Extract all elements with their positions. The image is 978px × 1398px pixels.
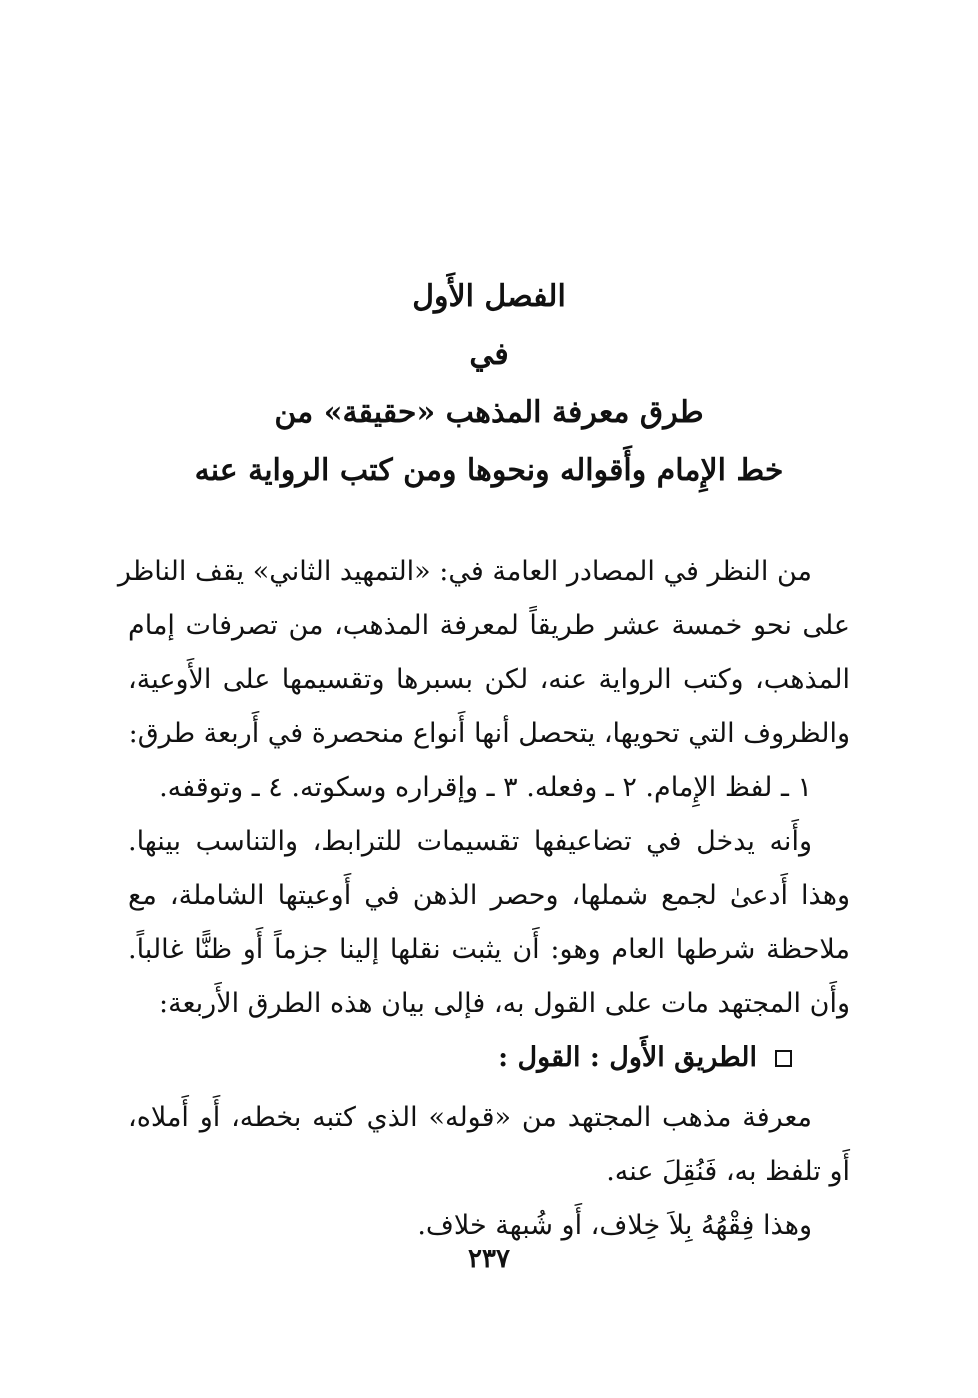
paragraph-3-line: أَو تلفظ به، فَنُقِلَ عنه. xyxy=(606,1156,850,1187)
chapter-subtitle-line-1: طرق معرفة المذهب «حقيقة» من xyxy=(274,395,704,430)
chapter-heading xyxy=(120,268,858,500)
paragraph-1-line: المذهب، وكتب الرواية عنه، لكن بسبرها وتقسيمها على الأَوعية، xyxy=(128,664,850,695)
paragraph-4-line: وهذا فِقْهُهُ بِلاَ خِلاف، أَو شُبهة خلاف. xyxy=(417,1210,812,1241)
chapter-title-connector: في xyxy=(469,337,509,372)
paragraph-1-line: من النظر في المصادر العامة في: «التمهيد الثاني» يقف الناظر xyxy=(117,556,812,587)
paragraph-1-line: على نحو خمسة عشر طريقاً لمعرفة المذهب، من تصرفات إمام xyxy=(128,610,850,641)
paragraph-2-line: وأَن المجتهد مات على القول به، فإلى بيان هذه الطرق الأَربعة: xyxy=(159,988,850,1019)
chapter-title: الفصل الأَول xyxy=(412,279,566,314)
paragraph-1-line: والظروف التي تحويها، يتحصل أنها أَنواع منحصرة في أَربعة طرق: xyxy=(128,718,850,749)
checkbox-icon xyxy=(775,1050,792,1067)
paragraph-2-line: وأَنه يدخل في تضاعيفها تقسيمات للترابط، والتناسب بينها. xyxy=(128,826,812,857)
page-number: ٢٣٧ xyxy=(468,1244,510,1274)
body-text xyxy=(117,545,851,1253)
paragraph-2-line: وهذا أَدعىٰ لجمع شملها، وحصر الذهن في أَوعيتها الشاملة، مع xyxy=(128,880,851,911)
section-heading xyxy=(128,1031,850,1085)
section-heading-text: الطريق الأَول : القول : xyxy=(498,1042,757,1073)
chapter-subtitle-line-2: خط الإِمام وأَقواله ونحوها ومن كتب الرواية عنه xyxy=(194,453,784,488)
paragraph-2-line: ملاحظة شرطها العام وهو: أَن يثبت نقلها إلينا جزماً أَو ظنًّا غالباً. xyxy=(128,934,850,965)
paragraph-3-line: معرفة مذهب المجتهد من «قوله» الذي كتبه بخطه، أَو أَملاه، xyxy=(128,1102,812,1133)
enumerated-list-line: ١ ـ لفظ الإِمام. ٢ ـ وفعله. ٣ ـ وإقراره وسكوته. ٤ ـ وتوقفه. xyxy=(159,772,812,803)
